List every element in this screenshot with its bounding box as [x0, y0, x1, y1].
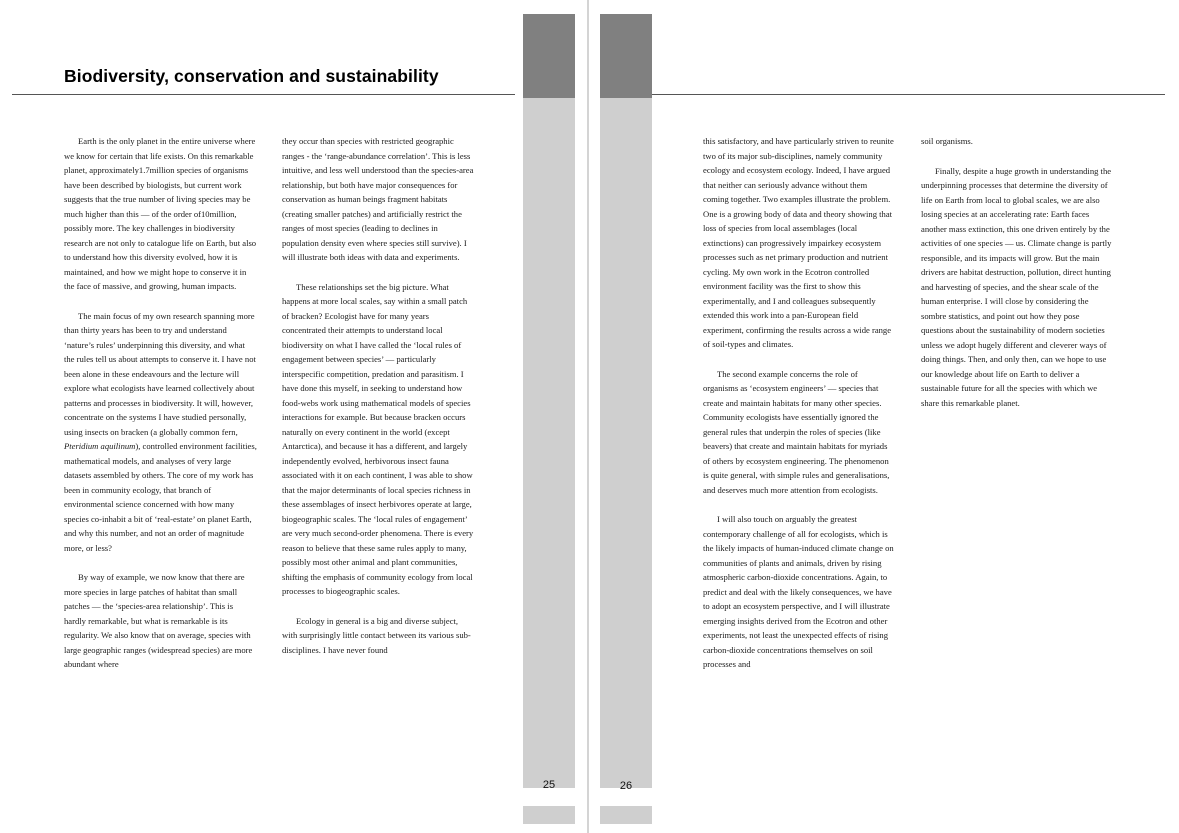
paragraph: The second example concerns the role of organisms as ‘ecosystem engineers’ — species that create and maintain habitats for many other species. Community ecologists have essentially ignored the general rules that underpin the roles of species (like beavers) that create and maintain habitats for myriads of others by ecosystem engineering. The phenomenon is quite general, with simple rules and generalisations, and deserves much more attention from ecologists. [703, 368, 890, 495]
right-page-column-2 [921, 134, 1113, 425]
paragraph: These relationships set the big picture. What happens at more local scales, say within a small patch of bracken? Ecologist have for many years concentrated their attempts to understand local biodiversity on what I have called the ‘local rules of engagement between species’ — particularly interspecific competition, predation and parasitism. I have done this myself, in seeking to understand how food-webs work using mathematical models of species interactions for example. But because bracken occurs naturally on every continent in the world (except Antarctica), and because it has a different, and largely independently evolved, herbivorous insect fauna associated with it on each continent, I was able to show that the major determinants of local species richness in these assemblages of insect herbivores operate at large, biogeographic scales. The ‘local rules of engagement’ are very much second-order phenomena. There is every reason to believe that these same rules apply to many, possibly most other animal and plant communities, shifting the emphasis of community ecology from local processes to biogeographic scales. [282, 281, 474, 596]
paragraph: Earth is the only planet in the entire universe where we know for certain that life exists. On this remarkable planet, approximately1.7million species of organisms have been described by biologists, but current work suggests that the true number of living species may be much higher than this — of the order of10million, possibly more. The key challenges in biodiversity research are not only to catalogue life on Earth, but also to understand how this diversity evolved, how it is maintained, and how we might hope to conserve it in the face of massive, and growing, human impacts. [64, 136, 257, 291]
header-rule [652, 94, 1165, 95]
right-page-column-1 [703, 134, 895, 687]
paragraph-text: The main focus of my own research spanning more than thirty years has been to try and understand ‘nature’s rules’ underpinning this diversity, and what the rules tell us about attempts to conserve it. I have not been alone in these endeavours and the lecture will explore what ecologists have learned collectively about patterns and processes in biodiversity. It will, however, concentrate on the systems I have studied personally, using insects on bracken (a globally common fern, [64, 310, 256, 437]
paragraph: soil organisms. [921, 136, 973, 146]
left-page-column-2 [282, 134, 474, 672]
paragraph: they occur than species with restricted geographic ranges - the ‘range-abundance correlation’. This is less intuitive, and less well understood than the species-area relationship, but both have major consequences for conservation as human beings fragment habitats (creating smaller patches) and artificially restrict the ranges of most species (leading to declines in population density even where species still survive). I will illustrate both ideas with data and experiments. [282, 136, 474, 262]
paragraph: Ecology in general is a big and diverse subject, with surprisingly little contact between its various sub-disciplines. I have never found [282, 615, 471, 655]
paragraph: Finally, despite a huge growth in understanding the underpinning processes that determine the diversity of life on Earth from local to global scales, we are also losing species at an accelerating rate: Earth faces another mass extinction, this one driven entirely by the activities of one species — us. Climate change is partly responsible, and its impacts will grow. But the main drivers are habitat destruction, pollution, direct hunting and harvesting of species, and the shear scale of the human enterprise. I will close by considering the sombre statistics, and point out how they pose questions about the sustainability of modern societies unless we adopt hugely different and cleverer ways of doing things. Then, and only then, can we hope to use our knowledge about life on Earth to deliver a sustainable future for all the species with which we share this remarkable planet. [921, 165, 1112, 408]
tab-footer-block [523, 806, 575, 824]
right-page-edge-tab [600, 14, 652, 810]
paragraph-text: ), controlled environment facilities, mathematical models, and analyses of very large datasets assembled by others. The core of my work has been in community ecology, that branch of environmental science concerned with how many species co-inhabit a bit of ‘real-estate’ on planet Earth, and why this number, and not an order of magnitude more, or less? [64, 441, 257, 553]
tab-light-block [600, 98, 652, 788]
left-page-column-1 [64, 134, 257, 687]
paragraph: this satisfactory, and have particularly striven to reunite two of its major sub-disciplines, namely community ecology and ecosystem ecology. Indeed, I have argued that neither can seriously advance without them coming together. Two examples illustrate the problem. One is a growing body of data and theory showing that loss of species from local assemblages (local extinctions) can progressively impairkey ecosystem processes such as net primary production and nutrient cycling. My own work in the Ecotron controlled environment facility was the first to show this experimentally, and I and colleagues subsequently extended this work into a pan-European field experiment, confirming the results across a wide range of soil-types and climates. [703, 136, 894, 349]
paragraph [64, 309, 257, 556]
tab-light-block [523, 98, 575, 788]
page-number: 25 [542, 779, 556, 791]
tab-footer-block [600, 806, 652, 824]
page-title: Biodiversity, conservation and sustainability [64, 66, 439, 86]
spine-gutter [587, 0, 589, 833]
tab-dark-block [600, 14, 652, 98]
tab-dark-block [523, 14, 575, 98]
paragraph: By way of example, we now know that there are more species in large patches of habitat than small patches — the ‘species-area relationship’. This is hardly remarkable, but what is remarkable is its regularity. We also know that on average, species with large geographic ranges (widespread species) are more abundant where [64, 572, 253, 669]
title-rule [12, 94, 515, 95]
species-name: Pteridium aquilinum [64, 441, 136, 451]
left-page-edge-tab [523, 14, 575, 810]
page-number: 26 [619, 780, 633, 792]
paragraph: I will also touch on arguably the greatest contemporary challenge of all for ecologists, which is the likely impacts of human-induced climate change on communities of plants and animals, driven by rising atmospheric carbon-dioxide concentrations. Again, to predict and deal with the likely consequences, we have to adopt an ecosystem perspective, and I will illustrate emerging insights derived from the Ecotron and other experiments, not least the unexpected effects of rising carbon-dioxide concentrations themselves on soil processes and [703, 514, 894, 669]
